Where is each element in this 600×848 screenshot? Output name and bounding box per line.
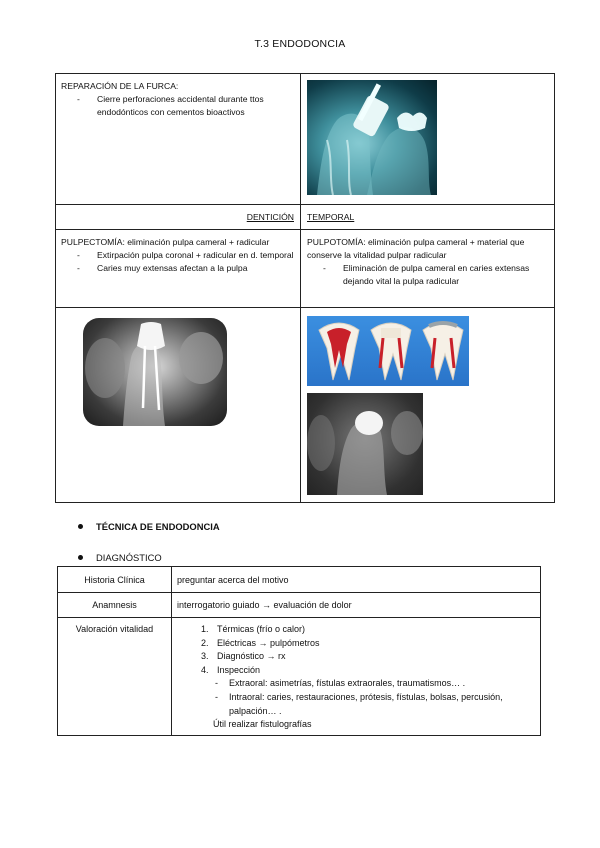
radiograph-drawing bbox=[307, 393, 423, 495]
vitalidad-note: Útil realizar fistulografías bbox=[213, 719, 312, 730]
pulpotomia-heading: PULPOTOMÍA: eliminación pulpa cameral + material que conserve la vitalidad pulpar radicular bbox=[307, 237, 525, 260]
row-label: Anamnesis bbox=[92, 600, 137, 610]
tooth-diagrams-drawing bbox=[307, 316, 469, 386]
diagnostico-table bbox=[57, 566, 541, 736]
list-text: Inspección bbox=[217, 664, 261, 675]
furca-heading: REPARACIÓN DE LA FURCA: bbox=[61, 81, 179, 91]
dentition-value: TEMPORAL bbox=[307, 212, 355, 222]
row-label: Valoración vitalidad bbox=[75, 624, 154, 634]
pulpotomia-radiograph-image bbox=[307, 393, 423, 495]
pulpectomia-heading: PULPECTOMÍA: eliminación pulpa cameral + radicular bbox=[61, 237, 270, 247]
bullet-text: TÉCNICA DE ENDODONCIA bbox=[96, 521, 220, 532]
list-item bbox=[177, 650, 533, 664]
bullet-tecnica bbox=[78, 521, 220, 532]
list-number: 4. bbox=[201, 664, 209, 675]
dentition-label: DENTICIÓN bbox=[246, 212, 294, 222]
list-item bbox=[177, 623, 533, 637]
list-item: - Extraoral: asimetrías, fístulas extraorales, traumatismos… . bbox=[177, 677, 533, 691]
list-item: - Cierre perforaciones accidental durante ttos endodónticos con cementos bioactivos bbox=[61, 93, 293, 119]
pulpotomia-cell bbox=[307, 236, 547, 288]
bullet-text: DIAGNÓSTICO bbox=[96, 552, 162, 563]
bullet-diagnostico bbox=[78, 552, 162, 563]
column-divider bbox=[300, 74, 301, 502]
furca-list bbox=[61, 93, 293, 119]
pulpectomia-cell bbox=[61, 236, 295, 275]
row-divider bbox=[58, 592, 540, 593]
row-label: Historia Clínica bbox=[84, 575, 145, 585]
list-item: - Intraoral: caries, restauraciones, prótesis, fístulas, bolsas, percusión, palpación… . bbox=[177, 691, 533, 718]
page-title: T.3 ENDODONCIA bbox=[254, 38, 346, 50]
pulpotomia-list bbox=[307, 262, 547, 288]
row-divider bbox=[58, 617, 540, 618]
pulpectomia-radiograph-image bbox=[83, 318, 227, 426]
pulpotomia-tooth-diagrams-image bbox=[307, 316, 469, 386]
radiograph-drawing bbox=[83, 318, 227, 426]
furca-cell bbox=[61, 80, 293, 119]
list-number: 1. bbox=[201, 624, 209, 634]
row-divider bbox=[56, 204, 554, 205]
bullet-icon bbox=[78, 555, 83, 560]
inspeccion-list bbox=[177, 677, 533, 718]
vitalidad-content bbox=[177, 623, 533, 732]
furca-radiograph-image bbox=[307, 80, 437, 195]
endodoncia-table bbox=[55, 73, 555, 503]
row-divider bbox=[56, 307, 554, 308]
row-divider bbox=[56, 229, 554, 230]
list-item: - Eliminación de pulpa cameral en caries extensas dejando vital la pulpa radicular bbox=[307, 262, 547, 288]
vitalidad-list bbox=[177, 623, 533, 677]
list-text: Eléctricas → pulpómetros bbox=[217, 637, 320, 648]
row-value: preguntar acerca del motivo bbox=[177, 575, 289, 585]
list-number: 2. bbox=[201, 637, 209, 648]
list-text: Diagnóstico → rx bbox=[217, 651, 286, 662]
row-value: interrogatorio guiado → evaluación de dolor bbox=[177, 600, 352, 610]
list-number: 3. bbox=[201, 651, 209, 662]
pulpectomia-list bbox=[61, 249, 295, 275]
list-text: Térmicas (frío o calor) bbox=[217, 624, 306, 634]
bullet-icon bbox=[78, 524, 83, 529]
list-item: - Extirpación pulpa coronal + radicular en d. temporal bbox=[61, 249, 295, 262]
list-item bbox=[177, 637, 533, 651]
list-item: - Caries muy extensas afectan a la pulpa bbox=[61, 262, 295, 275]
radiograph-drawing bbox=[307, 80, 437, 195]
list-item bbox=[177, 664, 533, 678]
